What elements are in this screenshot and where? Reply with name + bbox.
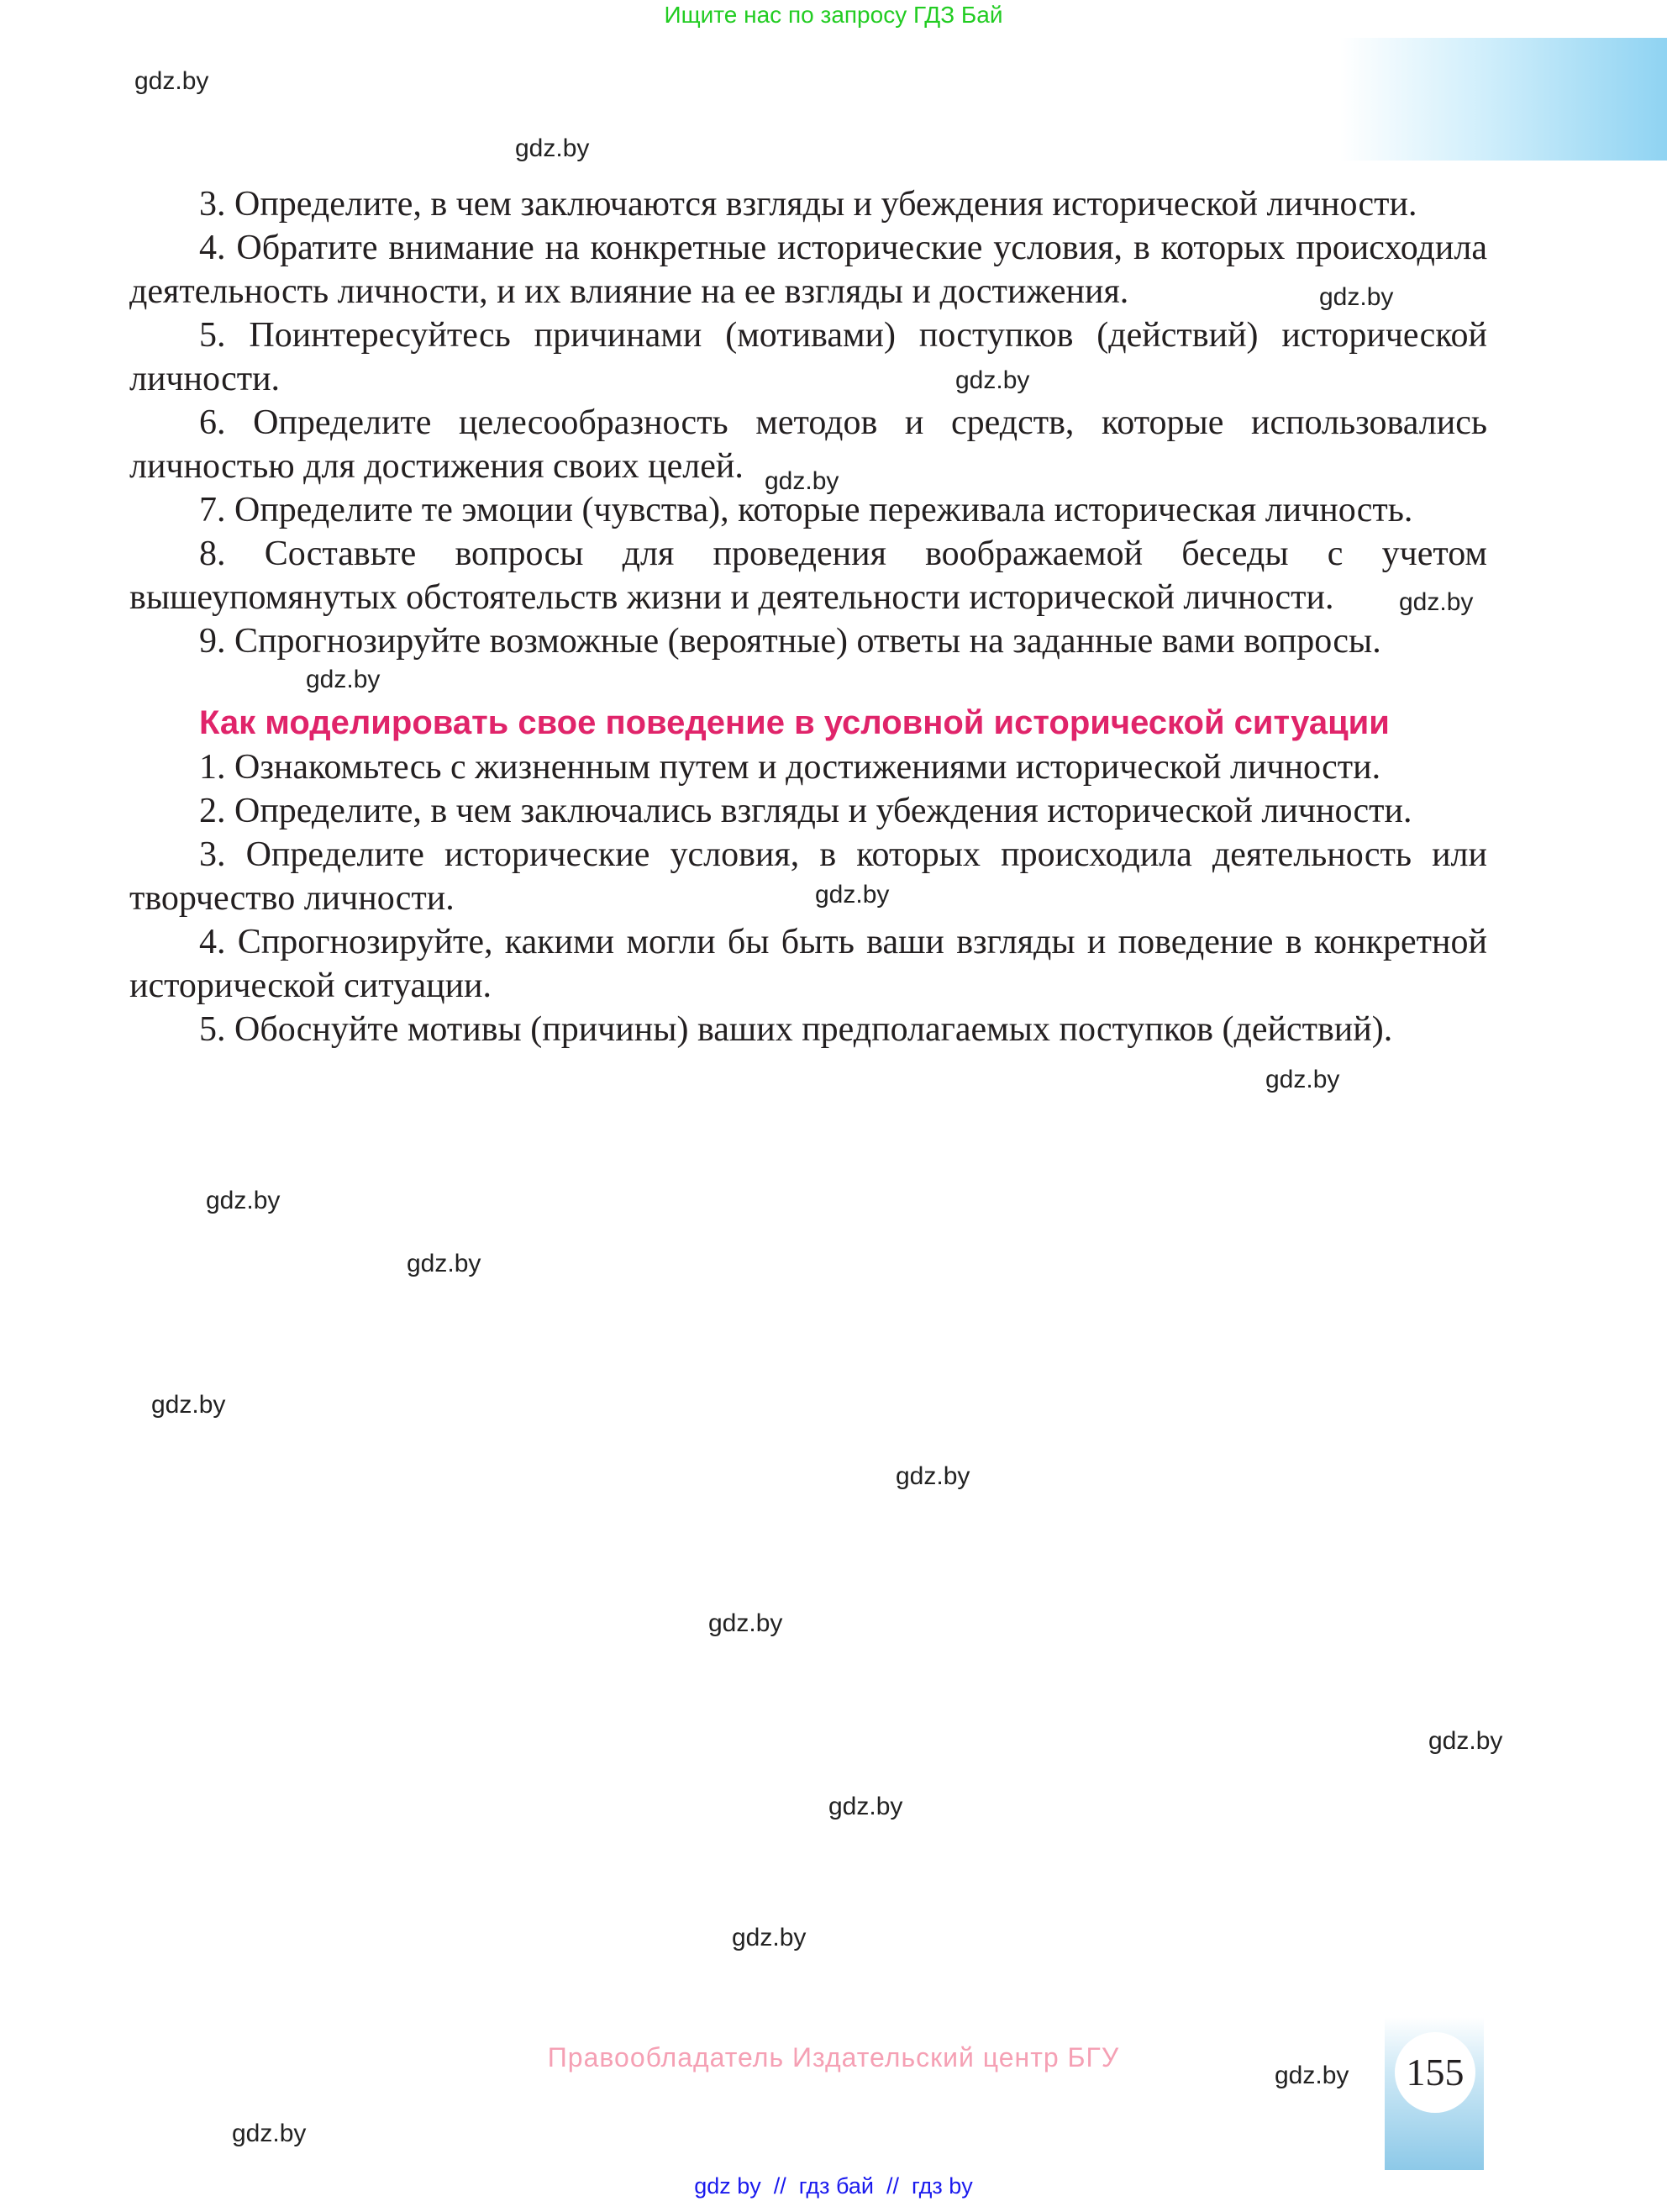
page-number: 155: [1395, 2032, 1475, 2113]
list-item: 5. Обоснуйте мотивы (причины) ваших предполагаемых поступков (действий).: [199, 1010, 1393, 1049]
corner-gradient-decoration: [1340, 38, 1667, 161]
watermark: gdz.by: [828, 1793, 903, 1820]
watermark: gdz.by: [1399, 588, 1474, 616]
section-heading: Как моделировать свое поведение в условной исторической ситуации: [199, 704, 1390, 741]
instructions-list-top: [129, 182, 1487, 663]
watermark: gdz.by: [151, 1391, 226, 1419]
watermark: gdz.by: [1265, 1066, 1340, 1093]
watermark: gdz.by: [765, 467, 839, 495]
watermark: gdz.by: [407, 1250, 481, 1277]
watermark: gdz.by: [134, 67, 209, 95]
list-item: 5. Поинтересуйтесь причинами (мотивами) поступков (действий) исторической личности.: [129, 316, 1487, 398]
watermark: gdz.by: [1319, 283, 1394, 311]
list-item: 3. Определите исторические условия, в которых происходила деятельность или творчество личности.: [129, 835, 1487, 918]
watermark: gdz.by: [1428, 1727, 1503, 1755]
list-item: 6. Определите целесообразность методов и средств, которые использовались личностью для достижения своих целей.: [129, 403, 1487, 486]
watermark: gdz.by: [515, 134, 590, 162]
list-item: 4. Спрогнозируйте, какими могли бы быть ваши взгляды и поведение в конкретной исторической ситуации.: [129, 923, 1487, 1005]
watermark: gdz.by: [732, 1924, 807, 1951]
instructions-list-bottom: [129, 745, 1487, 1051]
list-item: 1. Ознакомьтесь с жизненным путем и достижениями исторической личности.: [199, 748, 1381, 787]
watermark: gdz.by: [232, 2120, 307, 2147]
list-item: 3. Определите, в чем заключаются взгляды и убеждения исторической личности.: [199, 185, 1417, 224]
bottom-links[interactable]: gdz by // гдз бай // гдз by: [694, 2173, 973, 2199]
list-item: 9. Спрогнозируйте возможные (вероятные) ответы на заданные вами вопросы.: [199, 622, 1381, 661]
rights-holder-footer: Правообладатель Издательский центр БГУ: [547, 2042, 1120, 2072]
watermark: gdz.by: [1275, 2062, 1349, 2089]
watermark: gdz.by: [708, 1609, 783, 1637]
list-item: 2. Определите, в чем заключались взгляды и убеждения исторической личности.: [199, 792, 1412, 830]
watermark: gdz.by: [206, 1187, 281, 1214]
watermark: gdz.by: [306, 666, 381, 693]
list-item: 4. Обратите внимание на конкретные исторические условия, в которых происходила деятельность личности, и их влияние на ее взгляды и достижения.: [129, 229, 1487, 311]
watermark: gdz.by: [955, 366, 1030, 394]
list-item: 8. Составьте вопросы для проведения воображаемой беседы с учетом вышеупомянутых обстоятельств жизни и деятельности исторической личности.: [129, 535, 1487, 617]
watermark: gdz.by: [815, 881, 890, 908]
watermark: gdz.by: [896, 1462, 970, 1490]
list-item: 7. Определите те эмоции (чувства), которые переживала историческая личность.: [199, 491, 1413, 529]
top-banner: Ищите нас по запросу ГДЗ Бай: [664, 2, 1003, 28]
